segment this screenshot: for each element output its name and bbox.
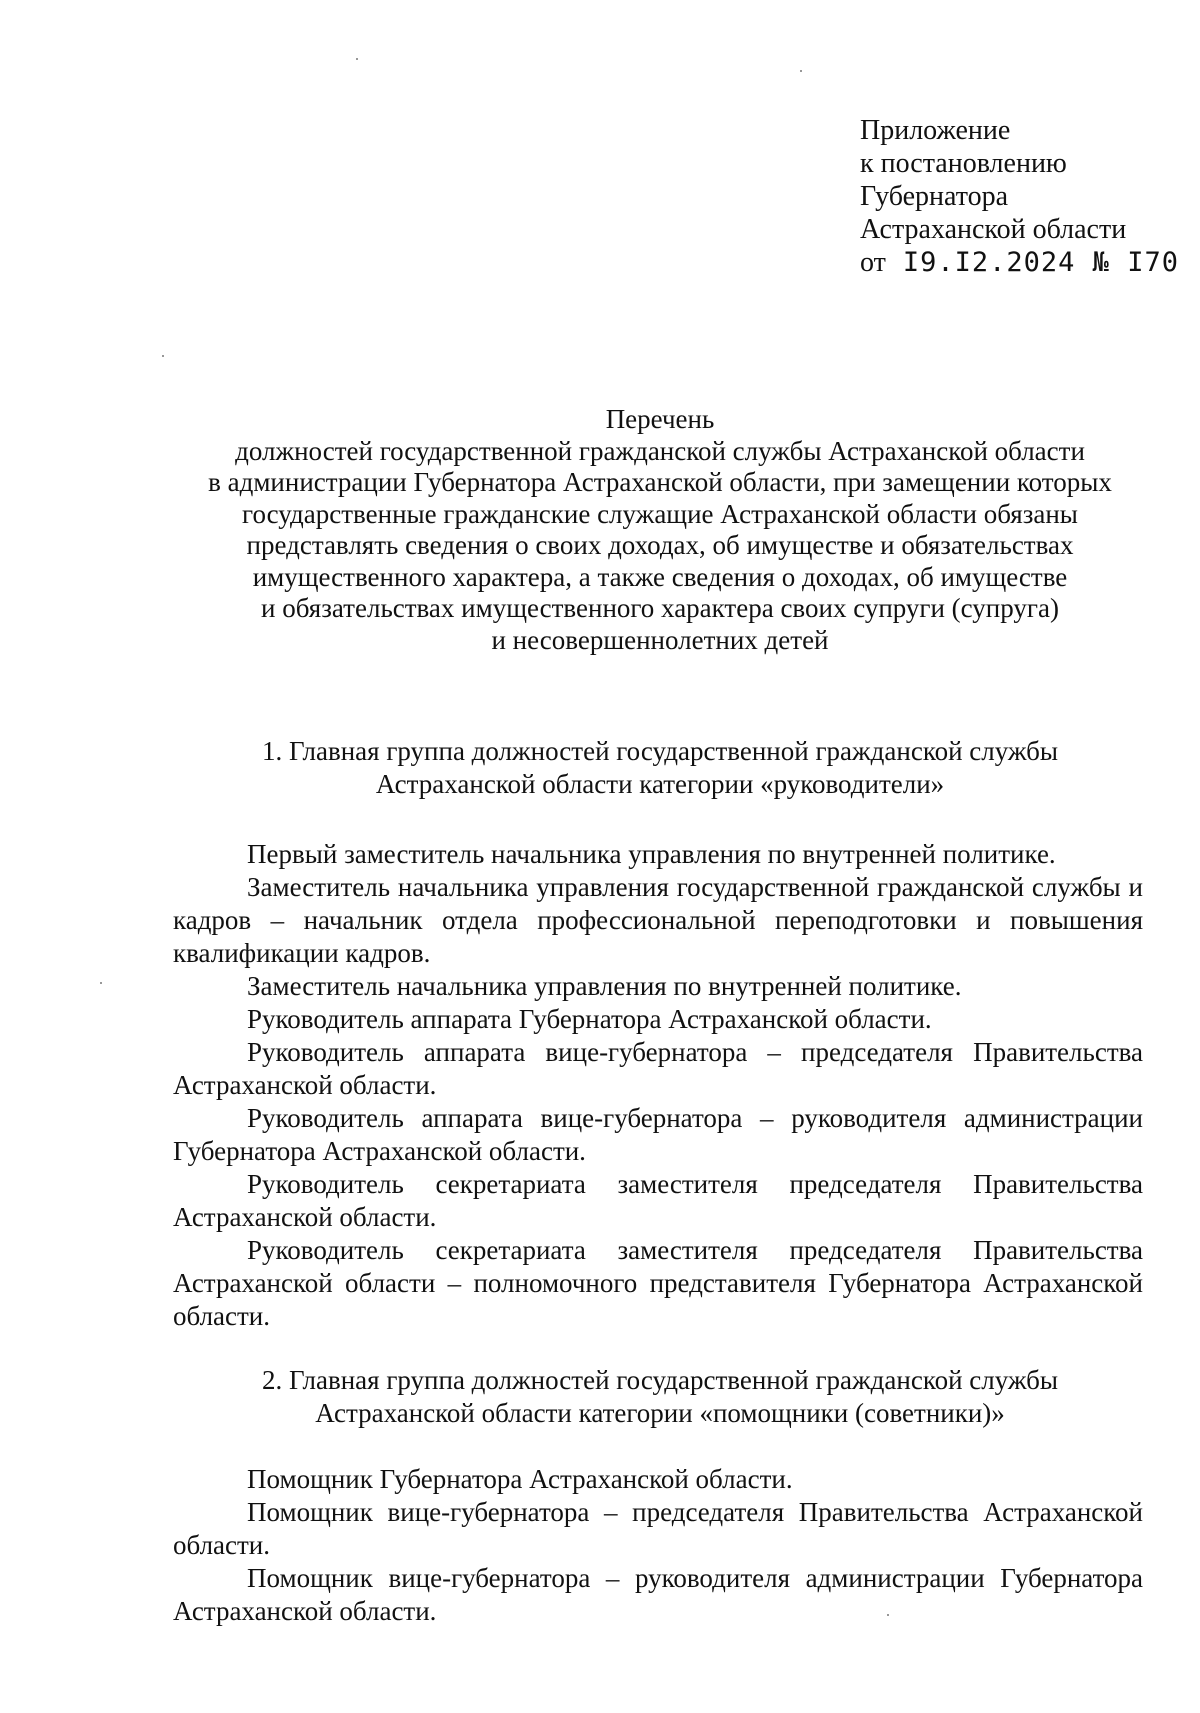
list-item: Заместитель начальника управления по внутренней политике. (247, 971, 962, 1001)
title-line-3: в администрации Губернатора Астраханской области, при замещении которых (208, 467, 1112, 497)
section-2-heading-line-1: 2. Главная группа должностей государственной гражданской службы (261, 1365, 1059, 1395)
date-stamp: I9.I2.2024 № I70 (902, 247, 1179, 278)
section-2-heading-line-2: Астраханской области категории «помощники (советники)» (315, 1398, 1005, 1428)
list-item: Руководитель аппарата Губернатора Астраханской области. (247, 1004, 932, 1034)
document-title (150, 404, 1170, 656)
appendix-line-1: Приложение (860, 115, 1011, 146)
title-line-7: и обязательствах имущественного характера своих супруги (супруга) (261, 593, 1059, 623)
title-line-8: и несовершеннолетних детей (491, 624, 829, 655)
appendix-line-4: Астраханской области (860, 214, 1127, 245)
appendix-line-3: Губернатора (860, 181, 1009, 212)
title-line-6: имущественного характера, а также сведения о доходах, об имуществе (252, 561, 1068, 592)
list-item: Руководитель секретариата заместителя председателя Правительства Астраханской области. (173, 1169, 1143, 1232)
section-2-heading (150, 1364, 1170, 1430)
section-1-heading-line-1: 1. Главная группа должностей государственной гражданской службы (261, 736, 1059, 766)
list-item: Первый заместитель начальника управления по внутренней политике. (247, 839, 1056, 869)
appendix-line-2: к постановлению (860, 148, 1067, 179)
list-item: Заместитель начальника управления государственной гражданской службы и кадров – начальник отдела профессиональной переподготовки и повышения квалификации кадров. (173, 872, 1143, 968)
section-1-heading-line-2: Астраханской области категории «руководители» (375, 769, 945, 799)
section-2-items (173, 1463, 1143, 1628)
title-line-2: должностей государственной гражданской службы Астраханской области (235, 435, 1085, 466)
title-line-1: Перечень (605, 404, 715, 434)
section-1-heading (150, 735, 1170, 801)
date-prefix: от (860, 247, 886, 278)
list-item: Руководитель секретариата заместителя председателя Правительства Астраханской области – полномочного представителя Губернатора Астраханской области. (173, 1235, 1143, 1331)
list-item: Руководитель аппарата вице-губернатора – председателя Правительства Астраханской области. (173, 1037, 1143, 1100)
appendix-date-line (860, 246, 1180, 279)
section-1-items (173, 838, 1143, 1333)
title-line-5: представлять сведения о своих доходах, об имуществе и обязательствах (246, 530, 1074, 560)
list-item: Руководитель аппарата вице-губернатора – руководителя администрации Губернатора Астраханской области. (173, 1103, 1143, 1166)
list-item: Помощник Губернатора Астраханской области. (247, 1464, 793, 1494)
list-item: Помощник вице-губернатора – руководителя администрации Губернатора Астраханской области. (173, 1563, 1143, 1626)
title-line-4: государственные гражданские служащие Астраханской области обязаны (242, 498, 1078, 529)
appendix-header (860, 114, 1180, 279)
list-item: Помощник вице-губернатора – председателя Правительства Астраханской области. (173, 1497, 1143, 1560)
